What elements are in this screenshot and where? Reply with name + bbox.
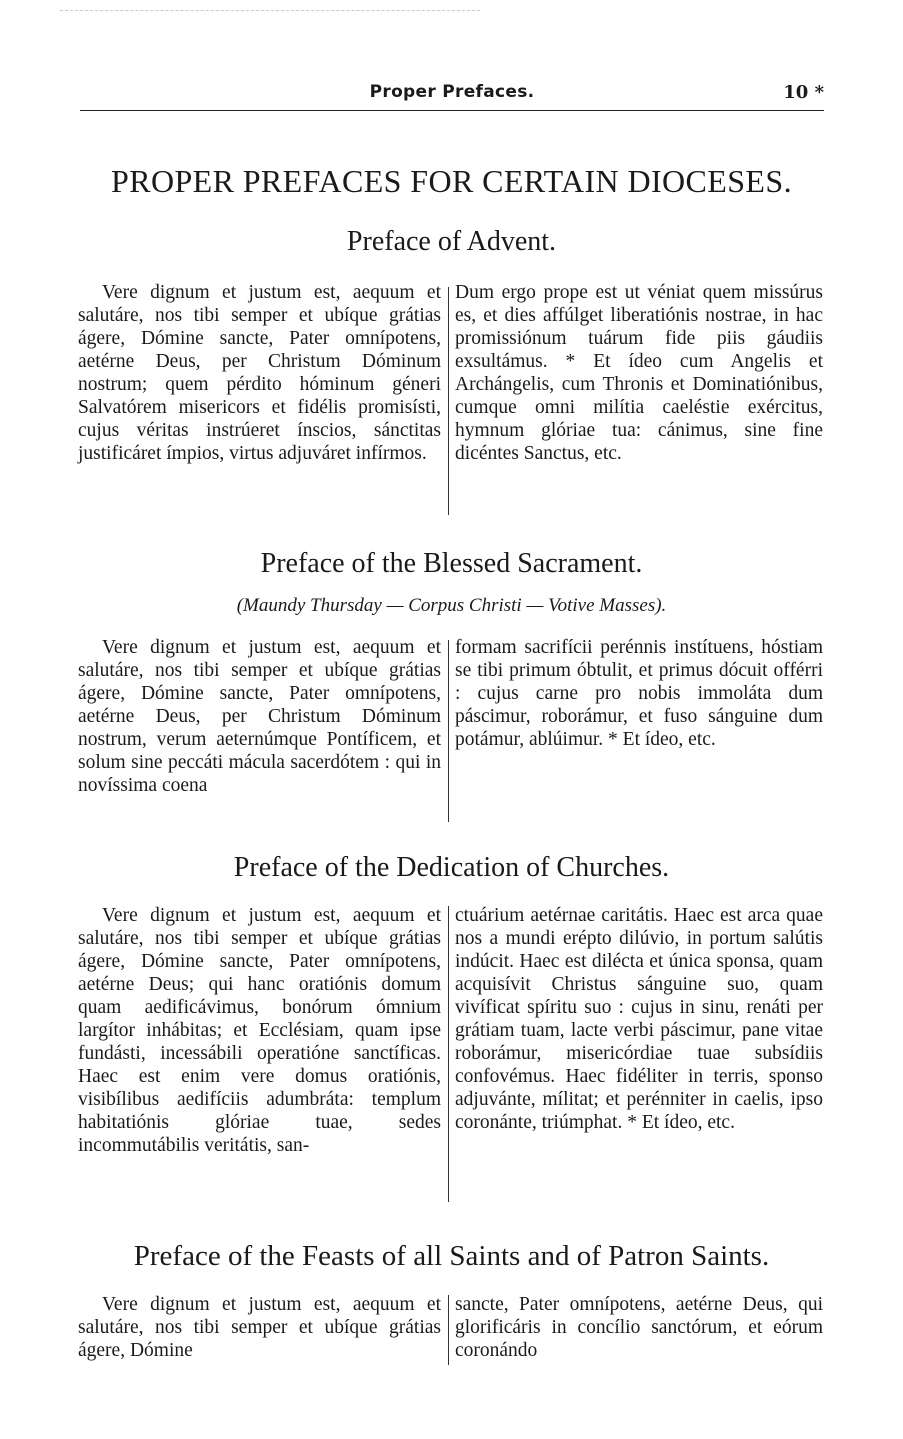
running-title: Proper Prefaces.	[369, 82, 535, 102]
page-number: 10 *	[783, 82, 824, 103]
column-divider	[448, 287, 449, 515]
advent-left-column: Vere dignum et justum est, aequum et salutáre, nos tibi semper et ubíque grátias ágere, Dómine sancte, Pater omnípotens, aetérne Deus, per Christum Dóminum nostrum; quem pérdito hóminum géneri Salvatórem misericors et fidélis promisísti, cujus véritas instrúeret ínscios, sánctitas justificáret ímpios, virtus adjuváret infírmos.	[78, 282, 441, 464]
all-saints-left-column: Vere dignum et justum est, aequum et salutáre, nos tibi semper et ubíque grátias ágere, Dómine	[78, 1294, 441, 1361]
subheading-blessed-sacrament: (Maundy Thursday — Corpus Christi — Votive Masses).	[236, 595, 667, 616]
heading-dedication: Preface of the Dedication of Churches.	[233, 852, 670, 883]
page-title: PROPER PREFACES FOR CERTAIN DIOCESES.	[111, 163, 792, 199]
column-divider	[448, 640, 449, 822]
column-divider	[448, 1295, 449, 1365]
column-divider	[448, 906, 449, 1202]
heading-all-saints: Preface of the Feasts of all Saints and of Patron Saints.	[133, 1240, 770, 1272]
header-rule	[80, 110, 824, 111]
dedication-right-column: ctuárium aetérnae caritátis. Haec est arca quae nos a mundi erépto dilúvio, in portum salútis indúcit. Haec est dilécta et única sponsa, quam acquisívit Christus sánguine suo, quam vivíficat spíritu suo : cujus in sinu, renáti per grátiam tuam, lacte verbi páscimur, pane vitae roborámur, misericórdiae tuae subsídiis confovémus. Haec fidéliter in terris, sponso adjuvánte, mílitat; et perénniter in caelis, ipso coronánte, triúmphat. * Et ídeo, etc.	[455, 905, 823, 1133]
heading-advent: Preface of Advent.	[346, 226, 557, 257]
dedication-left-column: Vere dignum et justum est, aequum et salutáre, nos tibi semper et ubíque grátias ágere, Dómine sancte, Pater omnípotens, aetérne Deus; qui hanc oratiónis domum quam aedificávimus, bonórum ómnium largítor inhábitas; et Ecclésiam, quam ipse fundásti, incessábili operatióne sanctíficas. Haec est enim vere domus oratiónis, visibílibus aedifíciis adumbráta: templum habitatiónis glóriae tuae, sedes incommutábilis veritátis, san-	[78, 905, 441, 1156]
heading-blessed-sacrament: Preface of the Blessed Sacrament.	[260, 548, 643, 579]
advent-right-column: Dum ergo prope est ut véniat quem missúrus es, et dies affúlget liberatiónis nostrae, in hac promissiónum tuárum fide piis gáudiis exsultámus. * Et ídeo cum Angelis et Archángelis, cum Thronis et Dominatiónibus, cumque omni milítia caeléstie exércitus, hymnum glóriae tua: cánimus, sine fine dicéntes Sanctus, etc.	[455, 282, 823, 464]
all-saints-right-column: sancte, Pater omnípotens, aetérne Deus, qui glorificáris in concílio sanctórum, et eórum coronándo	[455, 1294, 823, 1361]
scan-artifact	[60, 10, 480, 17]
running-head	[80, 82, 824, 110]
blessed-sacrament-left-column: Vere dignum et justum est, aequum et salutáre, nos tibi semper et ubíque grátias ágere, Dómine sancte, Pater omnípotens, aetérne Deus, per Christum Dóminum nostrum, verum aeternúmque Pontíficem, et solum sine peccáti mácula sacerdótem : qui in novíssima coena	[78, 637, 441, 796]
blessed-sacrament-right-column: formam sacrifícii perénnis instítuens, hóstiam se tibi primum óbtulit, et primus dócuit offérri : cujus carne pro nobis immoláta dum páscimur, roborámur, et fuso sánguine dum potámur, ablúimur. * Et ídeo, etc.	[455, 637, 823, 750]
